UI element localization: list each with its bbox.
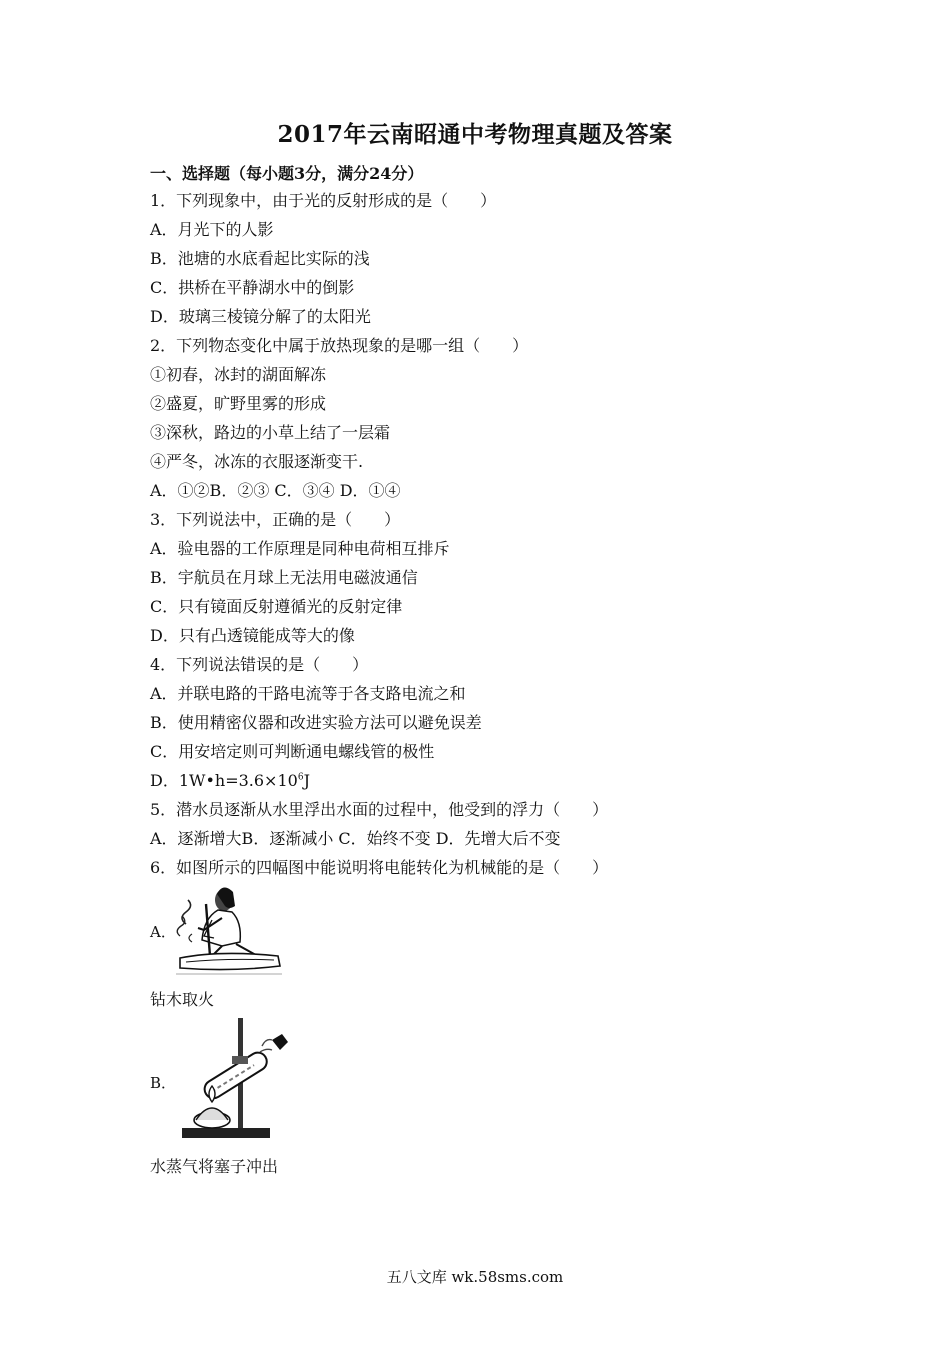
question-6: 6．如图所示的四幅图中能说明将电能转化为机械能的是（ ） bbox=[150, 858, 609, 877]
q4-option-d bbox=[150, 766, 850, 795]
question-1: 1．下列现象中，由于光的反射形成的是（ ） bbox=[150, 191, 497, 210]
question-5: 5．潜水员逐渐从水里浮出水面的过程中，他受到的浮力（ ） bbox=[150, 800, 609, 819]
q6-option-b-label: B． bbox=[150, 1074, 177, 1092]
footer-watermark: 五八文库 wk.58sms.com bbox=[386, 1268, 564, 1286]
steam-cork-experiment-image bbox=[176, 1016, 296, 1142]
q2-options: A．①②B．②③ C．③④ D．①④ bbox=[150, 481, 401, 500]
section-heading: 一、选择题（每小题3分，满分24分） bbox=[150, 164, 424, 183]
q6-option-b-caption: 水蒸气将塞子冲出 bbox=[150, 1157, 279, 1176]
question-lines bbox=[150, 186, 850, 882]
q3-option-b: B．宇航员在月球上无法用电磁波通信 bbox=[150, 568, 418, 587]
question-3: 3．下列说法中，正确的是（ ） bbox=[150, 510, 401, 529]
q4-option-c: C．用安培定则可判断通电螺线管的极性 bbox=[150, 742, 435, 761]
q2-item-1: ①初春，冰封的湖面解冻 bbox=[150, 365, 327, 384]
q3-option-c: C．只有镜面反射遵循光的反射定律 bbox=[150, 597, 403, 616]
q4-option-d-exponent: 6 bbox=[297, 772, 304, 783]
q5-options: A．逐渐增大B．逐渐减小 C．始终不变 D．先增大后不变 bbox=[150, 829, 561, 848]
q6-option-a-label: A． bbox=[150, 923, 176, 941]
q1-option-d: D．玻璃三棱镜分解了的太阳光 bbox=[150, 307, 371, 326]
q2-item-2: ②盛夏，旷野里雾的形成 bbox=[150, 394, 327, 413]
q4-option-b: B．使用精密仪器和改进实验方法可以避免误差 bbox=[150, 713, 482, 732]
q4-option-a: A．并联电路的干路电流等于各支路电流之和 bbox=[150, 684, 466, 703]
q1-option-b: B．池塘的水底看起比实际的浅 bbox=[150, 249, 370, 268]
q2-item-3: ③深秋，路边的小草上结了一层霜 bbox=[150, 423, 391, 442]
q6-option-a-caption: 钻木取火 bbox=[150, 990, 215, 1009]
drill-wood-fire-image bbox=[172, 884, 284, 976]
q4-option-d-unit: J bbox=[303, 771, 310, 790]
q3-option-a: A．验电器的工作原理是同种电荷相互排斥 bbox=[150, 539, 450, 558]
q4-option-d-text: D．1W•h=3.6×10 bbox=[150, 771, 298, 790]
q2-item-4: ④严冬，冰冻的衣服逐渐变干. bbox=[150, 452, 364, 471]
q1-option-a: A．月光下的人影 bbox=[150, 220, 274, 239]
page-title: 2017年云南昭通中考物理真题及答案 bbox=[277, 121, 673, 148]
q3-option-d: D．只有凸透镜能成等大的像 bbox=[150, 626, 355, 645]
question-2: 2．下列物态变化中属于放热现象的是哪一组（ ） bbox=[150, 336, 529, 355]
q1-option-c: C．拱桥在平静湖水中的倒影 bbox=[150, 278, 355, 297]
question-4: 4．下列说法错误的是（ ） bbox=[150, 655, 369, 674]
